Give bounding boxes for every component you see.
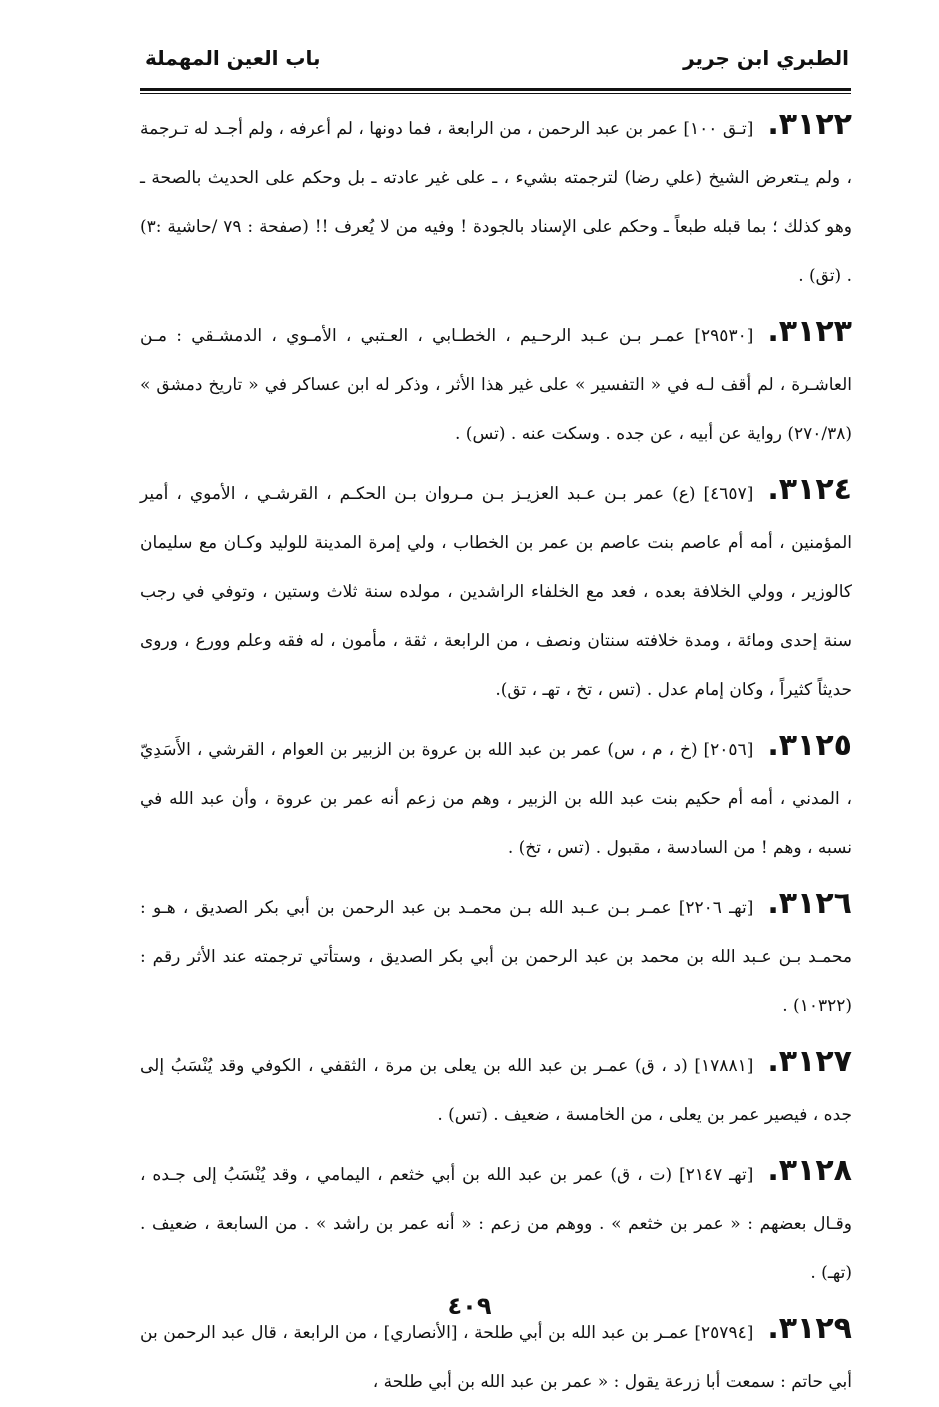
header-chapter-title: باب العين المهملة [145, 46, 321, 70]
entry-number: ٣١٢٧. [767, 1044, 852, 1079]
entry-text: [تهـ ٢١٤٧] (ت ، ق) عمر بن عبد الله بن أبي خثعم ، اليمامي ، وقد يُنْسَبُ إلى جـده ، وقـال بعضهم : « عمر بن خثعم » . ووهم من زعم : « أنه عمر بن راشد » . من السابعة ، ضعيف . (تهـ) . [140, 1165, 852, 1283]
entry-number: ٣١٢٦. [767, 886, 852, 921]
entry-text: [٢٠٥٦] (خ ، م ، س) عمر بن عبد الله بن عروة بن الزبير بن العوام ، القرشي ، الأَسَدِيّ ، المدني ، أمه أم حكيم بنت عبد الله بن الزبير ، وهم من زعم أنه عمر بن عروة ، وأن عبد الله في نسبه ، وهم ! من السادسة ، مقبول . (تس ، تخ) . [140, 740, 852, 858]
header-rule-thin [140, 93, 851, 94]
entry-3126 [140, 879, 852, 1031]
entry-number: ٣١٢٨. [767, 1153, 852, 1188]
entry-3123 [140, 307, 852, 459]
entry-number: ٣١٢٣. [767, 314, 852, 349]
entry-3124 [140, 465, 852, 715]
running-header [135, 38, 849, 78]
entry-text: [٢٩٥٣٠] عمـر بـن عـبد الرحـيم ، الخطـابي ، العـتبي ، الأمـوي ، الدمشـقي : مـن العاشـرة ، لم أقف لـه في « التفسير » على غير هذا الأثر ، وذكر له ابن عساكر في « تاريخ دمشق » (٢٧٠/٣٨) رواية عن أبيه ، عن جده . وسكت عنه . (تس) . [140, 326, 852, 444]
entry-text: [١٧٨٨١] (د ، ق) عمـر بن عبد الله بن يعلى بن مرة ، الثقفي ، الكوفي وقد يُنْسَبُ إلى جده ، فيصير عمر بن يعلى ، من الخامسة ، ضعيف . (تس) . [140, 1056, 852, 1125]
entry-number: ٣١٢٥. [767, 728, 852, 763]
entry-3122 [140, 100, 852, 301]
entry-3127 [140, 1037, 852, 1140]
header-book-title: الطبري ابن جرير [683, 46, 849, 70]
header-rule-thick [140, 88, 851, 91]
entries-body [140, 100, 852, 1407]
entry-text: [٢٥٧٩٤] عمـر بن عبد الله بن أبي طلحة ، [الأنصاري] ، من الرابعة ، قال عبد الرحمن بن أبي حاتم : سمعت أبا زرعة يقول : « عمر بن عبد الله بن أبي طلحة ، [140, 1323, 852, 1392]
entry-3125 [140, 721, 852, 873]
entry-number: ٣١٢٢. [767, 107, 852, 142]
entry-text: [٤٦٥٧] (ع) عمر بـن عـبد العزيـز بـن مـروان بـن الحكـم ، القرشـي ، الأموي ، أمير المؤمنين ، أمه أم عاصم بنت عاصم بن عمر بن الخطاب ، ولي إمرة المدينة للوليد وكـان مع سليمان كالوزير ، وولي الخلافة بعده ، فعد مع الخلفاء الراشدين ، مولده سنة ثلاث وستين ، وتوفي في رجب سنة إحدى ومائة ، ومدة خلافته سنتان ونصف ، من الرابعة ، ثقة ، مأمون ، له فقه وعلم وورع ، وروى حديثاً كثيراً ، وكان إمام عدل . (تس ، تخ ، تهـ ، تق). [140, 484, 852, 700]
entry-number: ٣١٢٩. [767, 1311, 852, 1346]
entry-text: [تـق ١٠٠] عمر بن عبد الرحمن ، من الرابعة ، فما دونها ، لم أعرفه ، ولم أجـد له تـرجمة ، ولم يـتعرض الشيخ (علي رضا) لترجمته بشيء ، ـ على غير عادته ـ بل وحكم على الحديث بالصحة ـ وهو كذلك ؛ بما قبله طبعاً ـ وحكم على الإسناد بالجودة ! وفيه من لا يُعرف !! (صفحة : ٧٩ /حاشية :٣) . (تق) . [140, 119, 852, 286]
entry-3128 [140, 1146, 852, 1298]
page-number: ٤٠٩ [447, 1292, 492, 1320]
entry-number: ٣١٢٤. [767, 472, 852, 507]
entry-text: [تهـ ٢٢٠٦] عمـر بـن عـبد الله بـن محمـد بن عبد الرحمن بن أبي بكر الصديق ، هـو : محمـد بـن عـبد الله بن محمد بن عبد الرحمن بن أبي بكر الصديق ، وستأتي ترجمته عند الأثر رقم : (١٠٣٢٢) . [140, 898, 852, 1016]
